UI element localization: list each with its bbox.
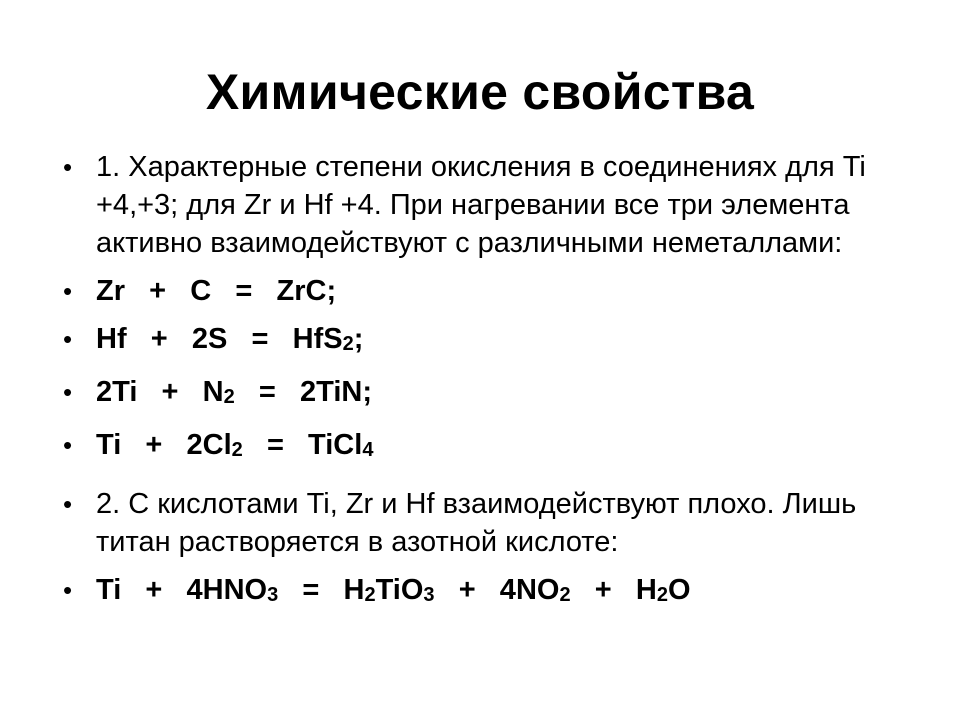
list-item-acids xyxy=(0,485,960,561)
equation-ti-hno3: Ti + 4HNO3 = H2TiO3 + 4NO2 + H2O xyxy=(96,574,691,606)
equation-ti-n: 2Ti + N2 = 2TiN; xyxy=(96,376,372,408)
paragraph-acids: 2. С кислотами Ti, Zr и Hf взаимодействуют плохо. Лишь титан растворяется в азотной кислоте: xyxy=(96,488,857,558)
list-item-equation-ti-cl xyxy=(0,426,960,469)
bullet-list xyxy=(0,148,960,614)
bullet-dot: • xyxy=(63,152,73,182)
list-item-oxidation-states xyxy=(0,148,960,262)
slide-title: Химические свойства xyxy=(205,64,755,120)
equation-zr-c: Zr + C = ZrC; xyxy=(96,275,337,307)
bullet-dot: • xyxy=(63,575,73,605)
equation-hf-s: Hf + 2S = HfS2; xyxy=(96,323,364,355)
bullet-dot: • xyxy=(63,377,73,407)
bullet-dot: • xyxy=(63,489,73,519)
bullet-dot: • xyxy=(63,324,73,354)
list-item-equation-hf-s xyxy=(0,320,960,363)
equation-ti-cl: Ti + 2Cl2 = TiCl4 xyxy=(96,429,374,461)
paragraph-oxidation-states: 1. Характерные степени окисления в соединениях для Ti +4,+3; для Zr и Hf +4. При нагревании все три элемента активно взаимодействуют с различными неметаллами: xyxy=(96,151,866,259)
bullet-dot: • xyxy=(63,430,73,460)
list-item-equation-ti-n xyxy=(0,373,960,416)
list-item-equation-ti-hno3 xyxy=(0,571,960,614)
bullet-dot: • xyxy=(63,276,73,306)
list-item-equation-zr-c xyxy=(0,272,960,310)
